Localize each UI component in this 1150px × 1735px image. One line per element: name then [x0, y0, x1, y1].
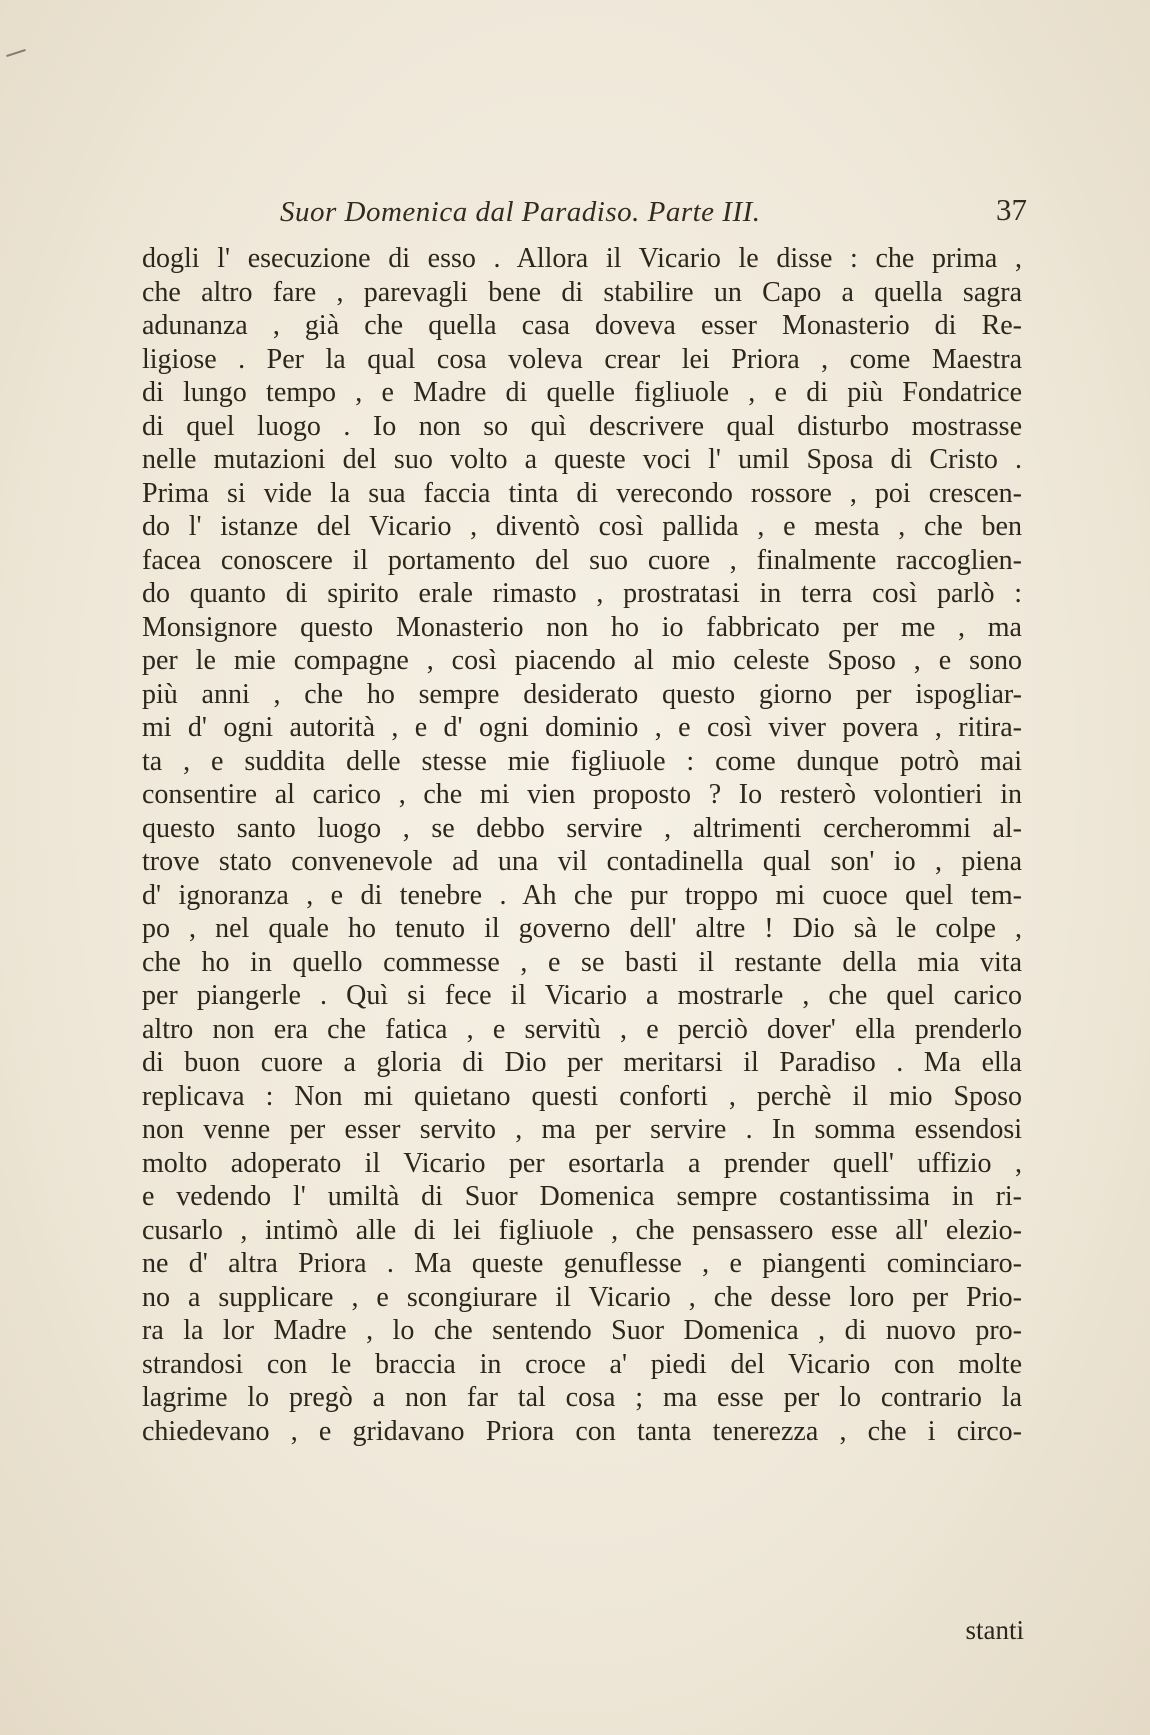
text-line: per piangerle . Quì si fece il Vicario a mostrarle , che quel carico — [142, 980, 1022, 1011]
text-line: chiedevano , e gridavano Priora con tanta tenerezza , che i circo- — [142, 1415, 1022, 1447]
body-text — [142, 242, 1022, 1448]
text-line: facea conoscere il portamento del suo cuore , finalmente raccoglien- — [142, 544, 1022, 576]
text-line: lagrime lo pregò a non far tal cosa ; ma esse per lo contrario la — [142, 1382, 1022, 1413]
text-line: di lungo tempo , e Madre di quelle figliuole , e di più Fondatrice — [142, 377, 1022, 408]
text-line: po , nel quale ho tenuto il governo dell' altre ! Dio sà le colpe , — [142, 913, 1022, 944]
text-line: ne d' altra Priora . Ma queste genuflesse , e piangenti cominciaro- — [142, 1248, 1022, 1279]
text-line: no a supplicare , e scongiurare il Vicario , che desse loro per Prio- — [142, 1281, 1022, 1313]
text-line: trove stato convenevole ad una vil contadinella qual son' io , piena — [142, 846, 1022, 877]
page-number: 37 — [996, 192, 1027, 227]
text-line: che altro fare , parevagli bene di stabilire un Capo a quella sagra — [142, 276, 1022, 308]
text-line: strandosi con le braccia in croce a' piedi del Vicario con molte — [142, 1348, 1022, 1380]
text-line: Monsignore questo Monasterio non ho io fabbricato per me , ma — [142, 611, 1022, 643]
text-line: molto adoperato il Vicario per esortarla a prender quell' uffizio , — [142, 1147, 1022, 1179]
text-line: ra la lor Madre , lo che sentendo Suor Domenica , di nuovo pro- — [142, 1315, 1022, 1346]
text-line: e vedendo l' umiltà di Suor Domenica sempre costantissima in ri- — [142, 1181, 1022, 1212]
running-title: Suor Domenica dal Paradiso. Parte III. — [280, 196, 761, 228]
text-line: do quanto di spirito erale rimasto , prostratasi in terra così parlò : — [142, 578, 1022, 609]
text-line: cusarlo , intimò alle di lei figliuole , che pensassero esse all' elezio- — [142, 1214, 1022, 1246]
text-line: di quel luogo . Io non so quì descrivere qual disturbo mostrasse — [142, 410, 1022, 442]
margin-pen-mark — [6, 49, 26, 57]
text-line: questo santo luogo , se debbo servire , altrimenti cercherommi al- — [142, 812, 1022, 844]
text-line: dogli l' esecuzione di esso . Allora il Vicario le disse : che prima , — [142, 243, 1022, 274]
text-line: più anni , che ho sempre desiderato questo giorno per ispogliar- — [142, 678, 1022, 710]
text-line: ligiose . Per la qual cosa voleva crear lei Priora , come Maestra — [142, 343, 1022, 375]
text-line: d' ignoranza , e di tenebre . Ah che pur troppo mi cuoce quel tem- — [142, 879, 1022, 911]
text-line: non venne per esser servito , ma per servire . In somma essendosi — [142, 1114, 1022, 1145]
text-line: ta , e suddita delle stesse mie figliuole : come dunque potrò mai — [142, 745, 1022, 777]
text-line: consentire al carico , che mi vien proposto ? Io resterò volontieri in — [142, 779, 1022, 810]
text-line: mi d' ogni autorità , e d' ogni dominio , e così viver povera , ritira- — [142, 712, 1022, 743]
text-line: altro non era che fatica , e servitù , e perciò dover' ella prenderlo — [142, 1013, 1022, 1045]
text-line: do l' istanze del Vicario , diventò così pallida , e mesta , che ben — [142, 511, 1022, 542]
catchword: stanti — [965, 1615, 1024, 1645]
text-line: nelle mutazioni del suo volto a queste voci l' umil Sposa di Cristo . — [142, 444, 1022, 475]
running-head — [142, 190, 1027, 234]
text-line: che ho in quello commesse , e se basti il restante della mia vita — [142, 946, 1022, 978]
text-line: replicava : Non mi quietano questi conforti , perchè il mio Sposo — [142, 1080, 1022, 1112]
text-line: adunanza , già che quella casa doveva esser Monasterio di Re- — [142, 310, 1022, 341]
text-line: Prima si vide la sua faccia tinta di verecondo rossore , poi crescen- — [142, 477, 1022, 509]
text-line: di buon cuore a gloria di Dio per meritarsi il Paradiso . Ma ella — [142, 1047, 1022, 1078]
text-line: per le mie compagne , così piacendo al mio celeste Sposo , e sono — [142, 645, 1022, 676]
